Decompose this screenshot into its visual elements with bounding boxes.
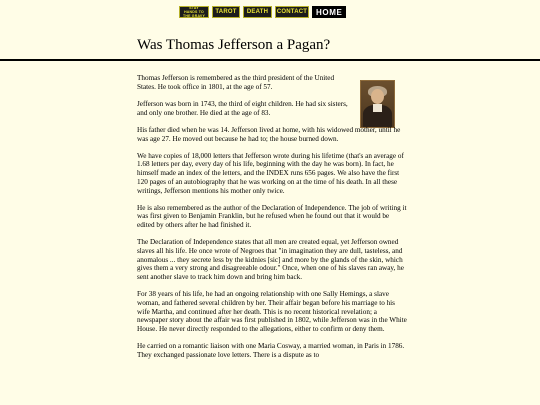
paragraph-letters: We have copies of 18,000 letters that Jefferson wrote during his lifetime (that's an average of 1.68 letters per day, every day of his life, beginning with the day he was born). In fact, he himself made an index of the letters, and the INDEX runs 656 pages. We also have the first 120 pages of an autobiography that he was working on at the time of his death. In all these writings, Jefferson mentions his mother only twice.	[137, 151, 404, 195]
top-navigation	[179, 6, 346, 18]
article-body	[137, 74, 407, 368]
paragraph-father: His father died when he was 14. Jefferson lived at home, with his widowed mother, until he was age 27. He moved out because he had to; the house burned down.	[137, 125, 401, 143]
nav-link-death[interactable]: DEATH	[243, 6, 272, 18]
page-title: Was Thomas Jefferson a Pagan?	[137, 37, 331, 53]
paragraph-intro: Thomas Jefferson is remembered as the third president of the United States. He took office in 1801, at the age of 57.	[137, 74, 335, 91]
title-divider	[0, 59, 540, 61]
paragraph-cosway: He carried on a romantic liaison with one Maria Cosway, a married woman, in Paris in 1786. They exchanged passionate love letters. There is a dispute as to	[137, 342, 405, 360]
nav-link-home[interactable]: HOME	[312, 6, 346, 18]
paragraph-declaration: He is also remembered as the author of the Declaration of Independence. The job of writing it was first given to Benjamin Franklin, but he refused when he found out that it would be edited by others after he had finished it.	[137, 203, 407, 230]
nav-link-tarot[interactable]: TAROT	[212, 6, 240, 18]
nav-link-contact[interactable]: CONTACT	[275, 6, 309, 18]
paragraph-slaves: The Declaration of Independence states that all men are created equal, yet Jefferson owned slaves all his life. He once wrote of Negroes that "in imagination they are dull, tasteless, and anomalous ... they secrete less by the kidnies [sic] and more by the glands of the skin, which gives them a very strong and disagreeable odour." Once, when one of his slaves ran away, he sent another slave to track him down and bring him back.	[137, 238, 404, 282]
nav-link-stay-hands[interactable]: STAY HANDS TO THE GRAVY	[179, 6, 209, 18]
paragraph-hemings: For 38 years of his life, he had an ongoing relationship with one Sally Hemings, a slave woman, and fathered several children by her. Their affair began before his marriage to his wife Martha, and continued after her death. This is no recent historical revelation; a newspaper story about the affair was first published in 1802, while Jefferson was in the White House. He never directly responded to the allegations, either to confirm or deny them.	[137, 290, 407, 334]
paragraph-birth: Jefferson was born in 1743, the third of eight children. He had six sisters, and only one brother. He died at the age of 83.	[137, 99, 348, 117]
